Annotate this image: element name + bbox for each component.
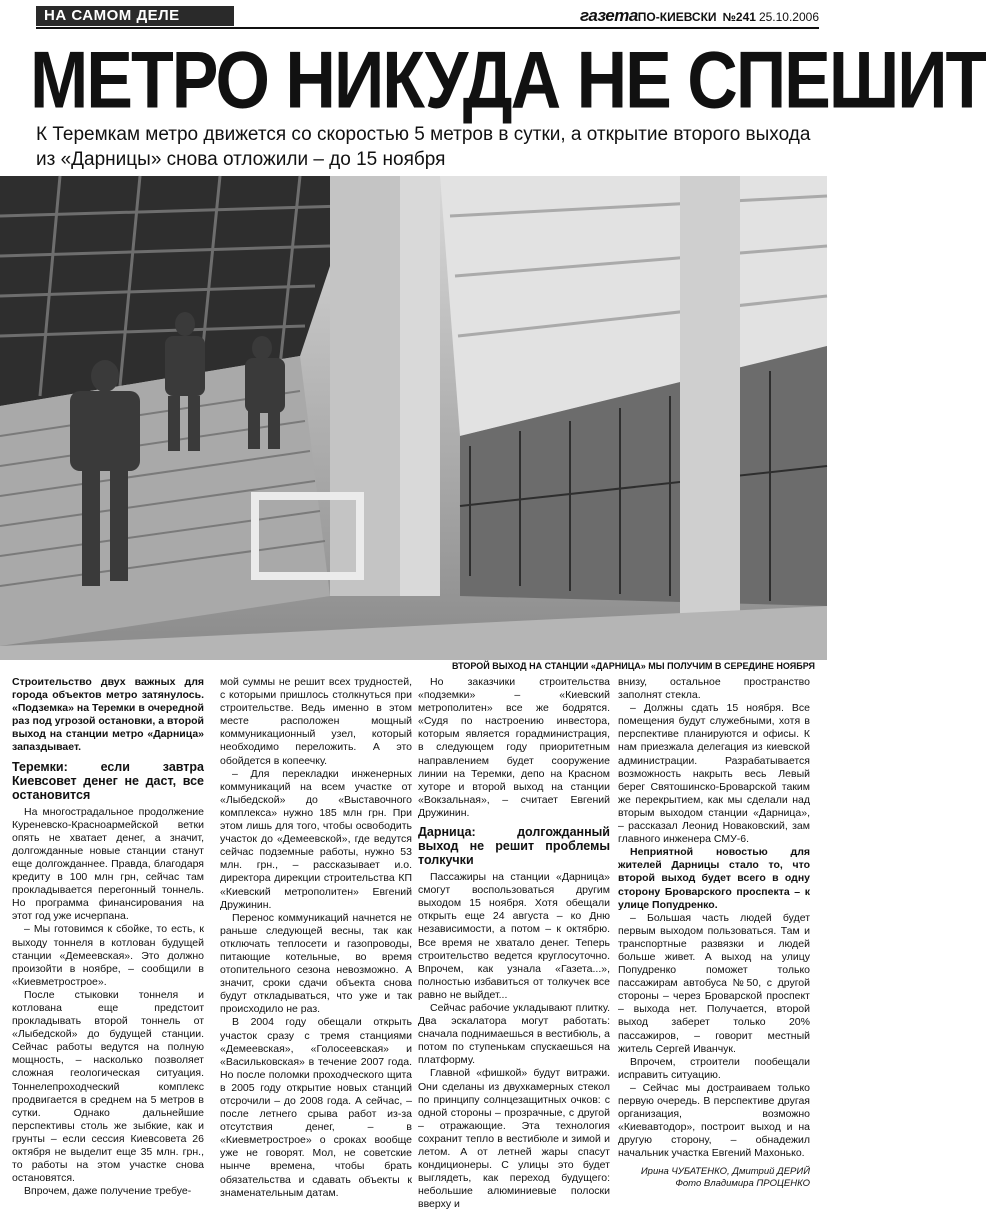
subheading-darnitsa: Дарница: долгожданный выход не решит проблемы толкучки	[418, 825, 610, 868]
paragraph: Пассажиры на станции «Дарница» смогут воспользоваться другим выходом 15 ноября. Хотя обещали открыть еще 24 августа – ко Дню независимости, а потом – к октябрю. Все время не хватало денег. Теперь строительство ведется круглосуточно. Впрочем, как узнала «Газета...», полностью избавиться от толкучек все равно не выйдет...	[418, 871, 610, 1001]
issue-number: №241	[722, 10, 756, 24]
paragraph: – Должны сдать 15 ноября. Все помещения будут служебными, хотя в перспективе планируются и офисы. К нам приезжала делегация из киевской администрации. Разрабатывается возможность накрыть весь Левый берег Святошинско-Броварской таким же перекрытием, как мы сделали над вторым выходом станции «Дарница», – рассказал Леонид Новаковский, зам главного инженера СМУ-6.	[618, 702, 810, 846]
paragraph: Впрочем, даже получение требуе-	[24, 1185, 192, 1198]
column-3	[418, 676, 610, 1211]
intro-paragraph: Строительство двух важных для города объектов метро затянулось. «Подземка» на Теремки в очередной раз под угрозой остановки, а второй выход на станции метро «Дарница» запаздывает.	[12, 676, 204, 754]
paragraph: Сейчас рабочие укладывают плитку. Два эскалатора могут работать: сначала поднимаешься в вестибюль, а потом по ступенькам спускаешься на платформу.	[418, 1001, 610, 1067]
paragraph: – Большая часть людей будет первым выходом пользоваться. Там и транспортные развязки и людей больше живет. А выход на улицу Попудренко поможет только пассажирам автобуса №50, с другой стороны – через Броварской проспект – выхода нет. Получается, второй выход заберет только 20% пассажиров, – говорит местный житель Сергей Иванчук.	[618, 911, 810, 1055]
column-1	[12, 676, 204, 1198]
lede: К Теремкам метро движется со скоростью 5 метров в сутки, а открытие второго выхода из «Дарницы» снова отложили – до 15 ноября	[36, 124, 811, 170]
paragraph: мой суммы не решит всех трудностей, с которыми пришлось столкнуться при строительстве. Ведь именно в этом месте расположен мощный коммуникационный узел, который необходимо переложить. А это обойдется в копеечку.	[220, 676, 412, 767]
paragraph: – Мы готовимся к сбойке, то есть, к выходу тоннеля в котлован будущей станции «Демеевская». Это должно произойти в ноябре, – сообщили в «Киевметрострое».	[12, 923, 204, 988]
paragraph: После стыковки тоннеля и котлована еще предстоит прокладывать второй тоннель от «Лыбедской» до будущей станции. Сейчас работы ведутся на полную мощность, – насколько позволяет сложная геологическая ситуация. Тоннелепроходческий комплекс продвигается в среднем на 5 метров в сутки. Однако дальнейшие перспективы столь же зыбкие, как и грунты – если сессия Киевсовета 26 октября не выделит еще 35 млн. грн., то работы на этом участке снова остановятся.	[12, 988, 204, 1185]
metro-station-photo	[0, 176, 827, 660]
paragraph: В 2004 году обещали открыть участок сразу с тремя станциями «Демеевская», «Голосеевская» и «Васильковская» в течение 2007 года. Но после поломки проходческого щита в 2005 году открытие новых станций отсрочили – до 2008 года. А сейчас, – после летнего срыва работ из-за отсутствия денег, – в «Киевметрострое» о сроках вообще уже не говорят. Мол, не советские нынче времена, чтобы брать обязательства и сдавать объекты к знаменательным датам.	[220, 1016, 412, 1199]
column-2	[220, 676, 412, 1200]
paragraph: Перенос коммуникаций начнется не раньше следующей весны, так как отключать теплосети и газопроводы, питающие котельные, во время отопительного сезона невозможно. А значит, сроки сдачи объекта снова будут откладываться, что уже и так происходило не раз.	[220, 911, 412, 1016]
paper-city: ПО-КИЕВСКИ	[637, 10, 717, 24]
section-rubric: НА САМОМ ДЕЛЕ	[36, 6, 234, 26]
paragraph: – Сейчас мы достраиваем только первую очередь. В перспективе другая организация, возможно «Киевавтодор», построит выход и на другую сторону, – обнадежил начальник участка Евгений Махонько.	[618, 1081, 810, 1160]
photo-credit: Фото Владимира ПРОЦЕНКО	[675, 1178, 810, 1190]
photo-caption: ВТОРОЙ ВЫХОД НА СТАНЦИИ «ДАРНИЦА» МЫ ПОЛУЧИМ В СЕРЕДИНЕ НОЯБРЯ	[451, 661, 815, 671]
subheading-teremki: Теремки: если завтра Киевсовет денег не даст, все остановится	[12, 759, 204, 802]
paragraph: – Для перекладки инженерных коммуникаций на всем участке от «Лыбедской» до «Выставочного комплекса» нужно 185 млн грн. При этом лишь для того, чтобы освободить участок до «Демеевской», где ведутся сейчас подземные работы, нужно 53 млн. грн., – рассказывает и.о. директора дирекции строительства КП «Киевский метрополитен» Евгений Дружинин.	[220, 767, 412, 911]
authors: Ирина ЧУБАТЕНКО, Дмитрий ДЕРИЙ	[640, 1166, 810, 1178]
headline: МЕТРО НИКУДА НЕ СПЕШИТ	[30, 34, 986, 125]
column-4	[618, 676, 810, 1190]
paragraph: Впрочем, строители пообещали исправить ситуацию.	[618, 1055, 810, 1081]
paragraph: Неприятной новостью для жителей Дарницы стало то, что второй выход будет всего в одну сторону Броварского проспекта – к улице Попудренко.	[618, 846, 810, 911]
issue-date: 25.10.2006	[758, 10, 819, 24]
paragraph: Но заказчики строительства «подземки» – «Киевский метрополитен» все же бодрятся. «Судя по настроению инвестора, которым является горадминистрация, в следующем году приоритетным направлением будет сооружение линии на Теремки, депо на Красном хуторе и второй выход на станции «Вокзальная», – считает Евгений Дружинин.	[418, 676, 610, 819]
paper-logo: газета	[580, 6, 638, 25]
paragraph: Главной «фишкой» будут витражи. Они сделаны из двухкамерных стекол по принципу солнцезащитных очков: с одной стороны – прозрачные, с другой – отражающие. Эта технология сохранит тепло в вестибюле и зимой и летом. А от летней жары спасут кондиционеры. С улицы это будет выглядеть, как переход будущего: небольшие алюминиевые полоски вверху и	[418, 1067, 610, 1211]
paragraph: На многострадальное продолжение Куреневско-Красноармейской ветки опять не хватает денег, а значит, долгожданные новые станции станут еще долгожданнее. Правда, благодаря кредиту в 100 млн грн, сейчас там прокладывается перегонный тоннель. Но программа финансирования на этот год уже исчерпана.	[12, 805, 204, 923]
paragraph: внизу, остальное пространство заполнят стекла.	[618, 676, 810, 702]
byline	[618, 1166, 810, 1190]
masthead	[580, 6, 819, 26]
article-body	[0, 676, 827, 1211]
